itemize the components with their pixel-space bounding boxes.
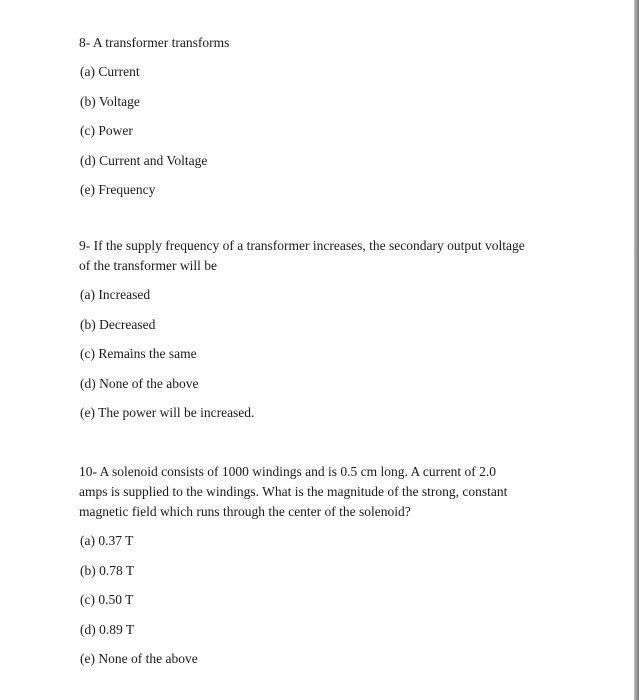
question-10 [79, 462, 559, 679]
page-edge-shadow [634, 0, 639, 700]
question-9-option-d: (d) None of the above [80, 375, 199, 391]
question-9-option-e: (e) The power will be increased. [80, 405, 255, 420]
question-9-option-b: (b) Decreased [80, 316, 156, 332]
question-8-option-b: (b) Voltage [80, 93, 140, 109]
question-8 [79, 33, 559, 210]
question-9-option-a: (a) Increased [80, 287, 151, 302]
question-10-option-d: (d) 0.89 T [80, 621, 135, 637]
question-10-stem-line-2: amps is supplied to the windings. What is the magnitude of the strong, constant [79, 484, 508, 499]
question-9-stem [79, 236, 559, 276]
question-8-option-a: (a) Current [80, 64, 140, 79]
question-10-stem [79, 462, 559, 522]
question-9-stem-line-2: of the transformer will be [79, 258, 217, 273]
question-10-option-a: (a) 0.37 T [80, 533, 134, 548]
question-9-option-c: (c) Remains the same [80, 346, 197, 361]
question-10-option-c: (c) 0.50 T [80, 592, 134, 607]
question-10-option-b: (b) 0.78 T [80, 562, 135, 578]
question-9-stem-line-1: 9- If the supply frequency of a transformer increases, the secondary output voltage [79, 238, 525, 253]
question-10-stem-line-1: 10- A solenoid consists of 1000 windings and is 0.5 cm long. A current of 2.0 [79, 464, 496, 479]
question-8-option-e: (e) Frequency [80, 182, 156, 197]
question-8-option-c: (c) Power [80, 123, 133, 138]
question-10-option-e: (e) None of the above [80, 651, 198, 666]
question-8-option-d: (d) Current and Voltage [80, 152, 208, 168]
question-10-stem-line-3: magnetic field which runs through the center of the solenoid? [79, 504, 411, 519]
question-9 [79, 236, 559, 433]
question-8-stem: 8- A transformer transforms [79, 35, 230, 50]
